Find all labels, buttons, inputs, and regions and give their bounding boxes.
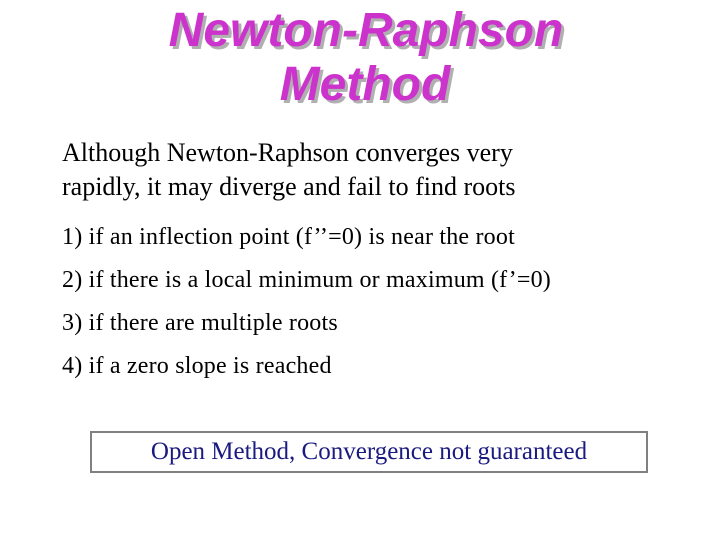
reason-item-3: 3) if there are multiple roots [62,310,338,336]
intro-line-1: Although Newton-Raphson converges very [62,138,513,167]
reason-item-1: 1) if an inflection point (f’’=0) is near the root [62,224,515,250]
intro-line-2: rapidly, it may diverge and fail to find roots [62,172,516,201]
reason-item-2: 2) if there is a local minimum or maximum (f’=0) [62,267,552,293]
convergence-note-box: Open Method, Convergence not guaranteed [90,431,648,473]
divergence-reasons-list [62,221,702,393]
slide-title [0,4,720,112]
reason-item-4: 4) if a zero slope is reached [62,353,332,379]
title-line-1: Newton-Raphson [168,4,564,57]
intro-paragraph [62,136,702,204]
title-line-2: Method [279,58,451,111]
